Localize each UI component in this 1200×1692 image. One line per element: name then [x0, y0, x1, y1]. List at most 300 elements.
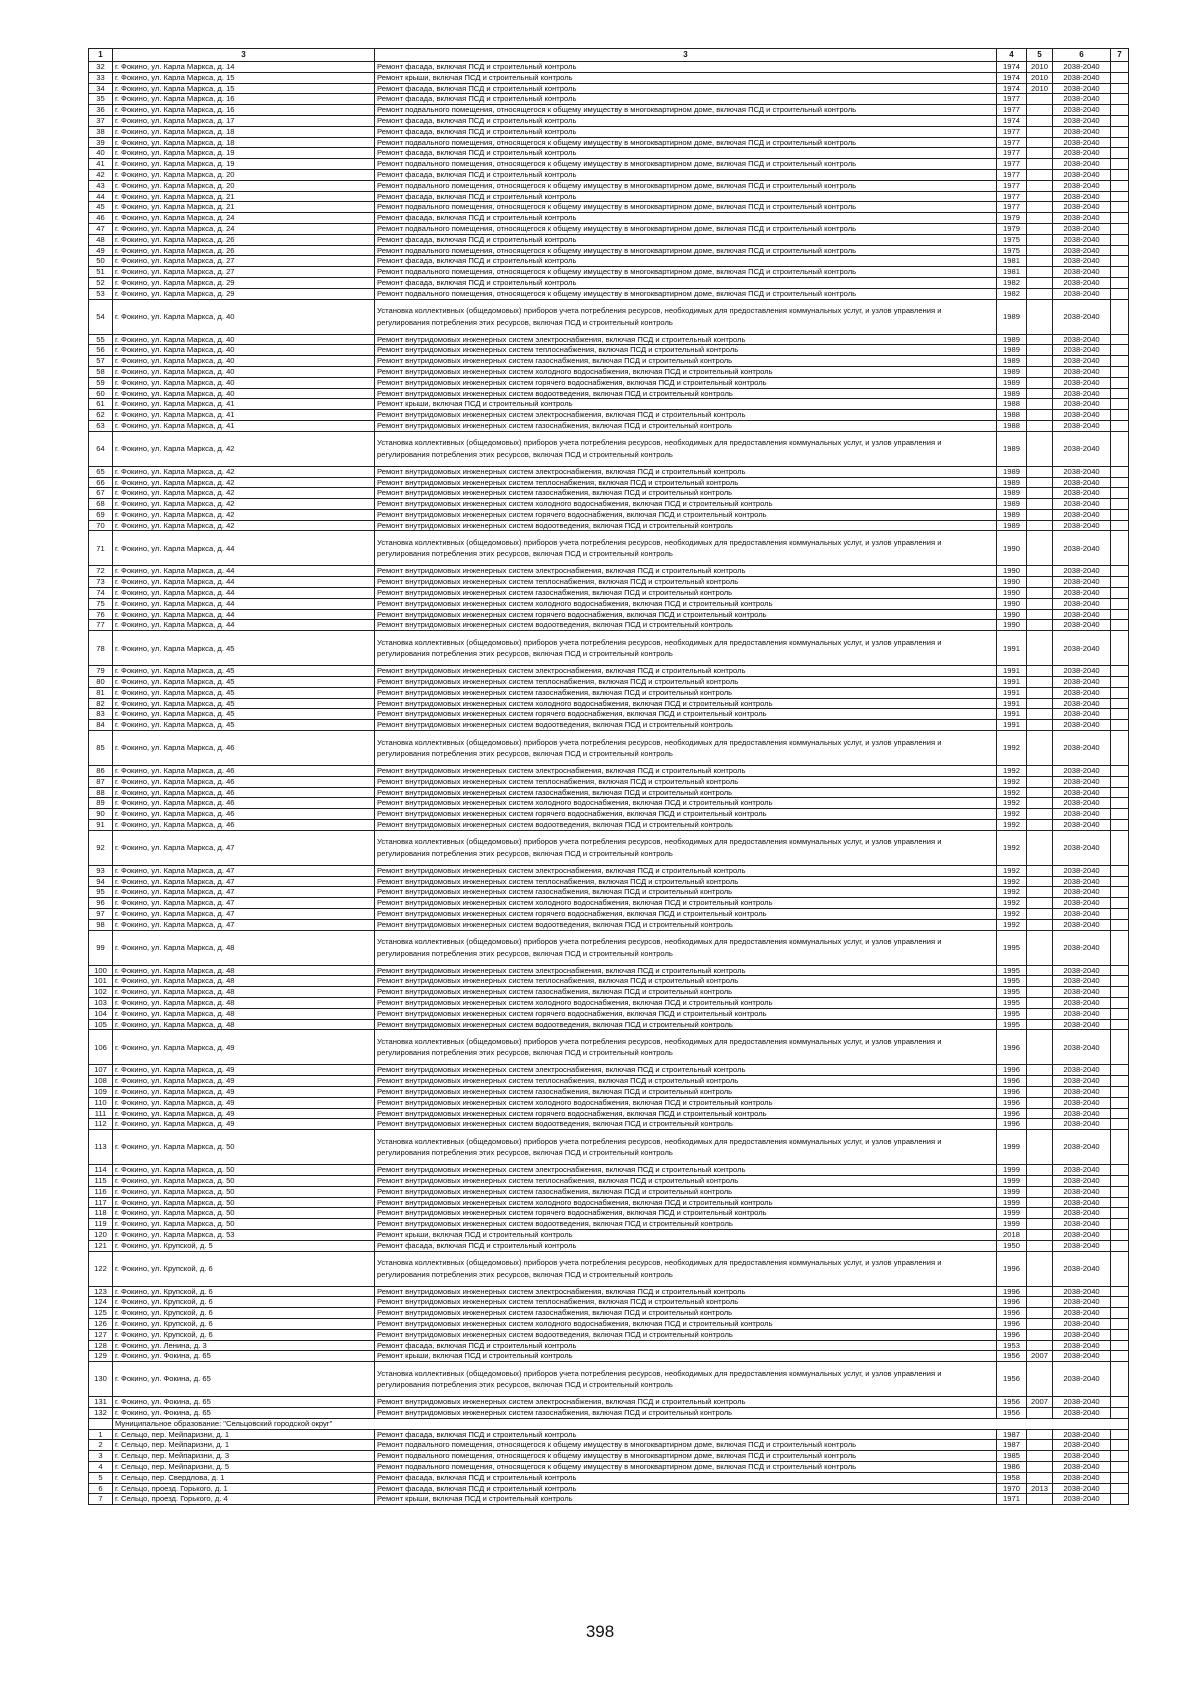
planned-period-cell: 2038-2040 — [1053, 1483, 1111, 1494]
build-year-cell: 1992 — [997, 776, 1027, 787]
table-row — [89, 267, 1129, 278]
note-cell — [1111, 137, 1129, 148]
note-cell — [1111, 1197, 1129, 1208]
note-cell — [1111, 887, 1129, 898]
last-repair-year-cell — [1027, 288, 1053, 299]
note-cell — [1111, 1340, 1129, 1351]
address-cell: г. Фокино, ул. Карла Маркса, д. 40 — [113, 334, 375, 345]
work-type-cell: Ремонт внутридомовых инженерных систем электроснабжения, включая ПСД и строительный контроль — [375, 334, 997, 345]
planned-period-cell: 2038-2040 — [1053, 998, 1111, 1009]
row-number: 103 — [89, 998, 113, 1009]
work-type-cell: Ремонт внутридомовых инженерных систем теплоснабжения, включая ПСД и строительный контроль — [375, 345, 997, 356]
planned-period-cell: 2038-2040 — [1053, 159, 1111, 170]
row-number: 131 — [89, 1397, 113, 1408]
address-cell: г. Сельцо, пер. Мейпаризни, д. 5 — [113, 1461, 375, 1472]
note-cell — [1111, 1030, 1129, 1065]
table-row — [89, 1119, 1129, 1130]
work-type-cell: Ремонт внутридомовых инженерных систем газоснабжения, включая ПСД и строительный контроль — [375, 1308, 997, 1319]
note-cell — [1111, 1318, 1129, 1329]
row-number: 109 — [89, 1086, 113, 1097]
planned-period-cell: 2038-2040 — [1053, 126, 1111, 137]
planned-period-cell: 2038-2040 — [1053, 1440, 1111, 1451]
build-year-cell: 1991 — [997, 687, 1027, 698]
table-row — [89, 1440, 1129, 1451]
address-cell: г. Фокино, ул. Карла Маркса, д. 46 — [113, 809, 375, 820]
row-number: 113 — [89, 1130, 113, 1165]
build-year-cell: 1992 — [997, 887, 1027, 898]
table-row — [89, 798, 1129, 809]
work-type-cell: Ремонт крыши, включая ПСД и строительный контроль — [375, 1229, 997, 1240]
table-row — [89, 1229, 1129, 1240]
last-repair-year-cell — [1027, 1065, 1053, 1076]
address-cell: г. Фокино, ул. Карла Маркса, д. 44 — [113, 588, 375, 599]
last-repair-year-cell — [1027, 887, 1053, 898]
address-cell: г. Фокино, ул. Карла Маркса, д. 46 — [113, 776, 375, 787]
row-number: 66 — [89, 477, 113, 488]
last-repair-year-cell — [1027, 798, 1053, 809]
note-cell — [1111, 1208, 1129, 1219]
work-type-cell: Ремонт внутридомовых инженерных систем горячего водоснабжения, включая ПСД и строительный контроль — [375, 909, 997, 920]
address-cell: г. Фокино, ул. Крупской, д. 6 — [113, 1286, 375, 1297]
last-repair-year-cell — [1027, 1286, 1053, 1297]
build-year-cell: 1985 — [997, 1451, 1027, 1462]
work-type-cell: Ремонт внутридомовых инженерных систем водоотведения, включая ПСД и строительный контроль — [375, 620, 997, 631]
build-year-cell: 1977 — [997, 94, 1027, 105]
note-cell — [1111, 94, 1129, 105]
planned-period-cell: 2038-2040 — [1053, 1229, 1111, 1240]
last-repair-year-cell — [1027, 1019, 1053, 1030]
last-repair-year-cell — [1027, 1229, 1053, 1240]
work-type-cell: Ремонт внутридомовых инженерных систем газоснабжения, включая ПСД и строительный контроль — [375, 787, 997, 798]
planned-period-cell: 2038-2040 — [1053, 1065, 1111, 1076]
build-year-cell: 1991 — [997, 631, 1027, 666]
note-cell — [1111, 798, 1129, 809]
note-cell — [1111, 488, 1129, 499]
work-type-cell: Установка коллективных (общедомовых) приборов учета потребления ресурсов, необходимых для предоставления коммунальных услуг, и узлов управления и регулирования потребления этих ресурсов, включая ПСД и строительный контроль — [375, 830, 997, 865]
last-repair-year-cell — [1027, 531, 1053, 566]
note-cell — [1111, 72, 1129, 83]
table-row — [89, 887, 1129, 898]
address-cell: г. Фокино, ул. Карла Маркса, д. 44 — [113, 577, 375, 588]
note-cell — [1111, 531, 1129, 566]
planned-period-cell: 2038-2040 — [1053, 267, 1111, 278]
row-number: 57 — [89, 356, 113, 367]
build-year-cell: 1981 — [997, 267, 1027, 278]
row-number: 88 — [89, 787, 113, 798]
planned-period-cell: 2038-2040 — [1053, 1240, 1111, 1251]
work-type-cell: Ремонт внутридомовых инженерных систем холодного водоснабжения, включая ПСД и строительный контроль — [375, 366, 997, 377]
address-cell: г. Фокино, ул. Карла Маркса, д. 48 — [113, 1008, 375, 1019]
address-cell: г. Фокино, ул. Карла Маркса, д. 42 — [113, 431, 375, 466]
build-year-cell: 1992 — [997, 876, 1027, 887]
row-number: 41 — [89, 159, 113, 170]
column-header-7: 7 — [1111, 49, 1129, 62]
planned-period-cell: 2038-2040 — [1053, 420, 1111, 431]
last-repair-year-cell — [1027, 731, 1053, 766]
note-cell — [1111, 1119, 1129, 1130]
table-row — [89, 1175, 1129, 1186]
address-cell: г. Фокино, ул. Карла Маркса, д. 20 — [113, 169, 375, 180]
planned-period-cell: 2038-2040 — [1053, 776, 1111, 787]
last-repair-year-cell — [1027, 820, 1053, 831]
table-row — [89, 488, 1129, 499]
column-header-2: 3 — [113, 49, 375, 62]
table-header-row — [89, 49, 1129, 62]
note-cell — [1111, 288, 1129, 299]
work-type-cell: Ремонт подвального помещения, относящегося к общему имуществу в многоквартирном доме, включая ПСД и строительный контроль — [375, 267, 997, 278]
planned-period-cell: 2038-2040 — [1053, 631, 1111, 666]
work-type-cell: Ремонт фасада, включая ПСД и строительный контроль — [375, 115, 997, 126]
row-number: 48 — [89, 234, 113, 245]
planned-period-cell: 2038-2040 — [1053, 1397, 1111, 1408]
planned-period-cell: 2038-2040 — [1053, 798, 1111, 809]
note-cell — [1111, 830, 1129, 865]
build-year-cell: 1996 — [997, 1318, 1027, 1329]
note-cell — [1111, 1186, 1129, 1197]
row-number: 116 — [89, 1186, 113, 1197]
work-type-cell: Ремонт подвального помещения, относящегося к общему имуществу в многоквартирном доме, включая ПСД и строительный контроль — [375, 159, 997, 170]
row-number: 126 — [89, 1318, 113, 1329]
last-repair-year-cell — [1027, 919, 1053, 930]
column-header-6: 6 — [1053, 49, 1111, 62]
build-year-cell: 1958 — [997, 1472, 1027, 1483]
work-type-cell: Ремонт внутридомовых инженерных систем газоснабжения, включая ПСД и строительный контроль — [375, 887, 997, 898]
note-cell — [1111, 809, 1129, 820]
row-number: 51 — [89, 267, 113, 278]
row-number: 106 — [89, 1030, 113, 1065]
last-repair-year-cell — [1027, 366, 1053, 377]
last-repair-year-cell — [1027, 277, 1053, 288]
note-cell — [1111, 1362, 1129, 1397]
note-cell — [1111, 1351, 1129, 1362]
row-number: 73 — [89, 577, 113, 588]
note-cell — [1111, 180, 1129, 191]
work-type-cell: Ремонт подвального помещения, относящегося к общему имуществу в многоквартирном доме, включая ПСД и строительный контроль — [375, 202, 997, 213]
planned-period-cell: 2038-2040 — [1053, 1197, 1111, 1208]
address-cell: г. Сельцо, пер. Свердлова, д. 1 — [113, 1472, 375, 1483]
work-type-cell: Ремонт внутридомовых инженерных систем водоотведения, включая ПСД и строительный контроль — [375, 919, 997, 930]
address-cell: г. Фокино, ул. Карла Маркса, д. 40 — [113, 345, 375, 356]
note-cell — [1111, 466, 1129, 477]
note-cell — [1111, 234, 1129, 245]
table-row — [89, 180, 1129, 191]
table-row — [89, 1219, 1129, 1230]
last-repair-year-cell — [1027, 1097, 1053, 1108]
address-cell: г. Фокино, ул. Карла Маркса, д. 42 — [113, 520, 375, 531]
note-cell — [1111, 687, 1129, 698]
work-type-cell: Установка коллективных (общедомовых) приборов учета потребления ресурсов, необходимых для предоставления коммунальных услуг, и узлов управления и регулирования потребления этих ресурсов, включая ПСД и строительный контроль — [375, 1130, 997, 1165]
build-year-cell: 1988 — [997, 410, 1027, 421]
last-repair-year-cell — [1027, 609, 1053, 620]
note-cell — [1111, 787, 1129, 798]
build-year-cell: 1981 — [997, 256, 1027, 267]
row-number: 5 — [89, 1472, 113, 1483]
work-type-cell: Ремонт внутридомовых инженерных систем теплоснабжения, включая ПСД и строительный контроль — [375, 477, 997, 488]
build-year-cell: 1975 — [997, 234, 1027, 245]
address-cell: г. Фокино, ул. Карла Маркса, д. 48 — [113, 987, 375, 998]
build-year-cell: 1977 — [997, 105, 1027, 116]
table-row — [89, 1065, 1129, 1076]
planned-period-cell: 2038-2040 — [1053, 72, 1111, 83]
table-row — [89, 1318, 1129, 1329]
last-repair-year-cell — [1027, 94, 1053, 105]
row-number: 42 — [89, 169, 113, 180]
build-year-cell: 1996 — [997, 1329, 1027, 1340]
last-repair-year-cell — [1027, 137, 1053, 148]
note-cell — [1111, 965, 1129, 976]
address-cell: г. Фокино, ул. Карла Маркса, д. 49 — [113, 1119, 375, 1130]
build-year-cell: 1988 — [997, 420, 1027, 431]
table-row — [89, 1329, 1129, 1340]
address-cell: г. Фокино, ул. Карла Маркса, д. 47 — [113, 887, 375, 898]
note-cell — [1111, 1483, 1129, 1494]
work-type-cell: Ремонт внутридомовых инженерных систем электроснабжения, включая ПСД и строительный контроль — [375, 766, 997, 777]
note-cell — [1111, 1219, 1129, 1230]
row-number: 123 — [89, 1286, 113, 1297]
work-type-cell: Установка коллективных (общедомовых) приборов учета потребления ресурсов, необходимых для предоставления коммунальных услуг, и узлов управления и регулирования потребления этих ресурсов, включая ПСД и строительный контроль — [375, 299, 997, 334]
row-number: 110 — [89, 1097, 113, 1108]
note-cell — [1111, 1076, 1129, 1087]
planned-period-cell: 2038-2040 — [1053, 766, 1111, 777]
row-number: 52 — [89, 277, 113, 288]
planned-period-cell: 2038-2040 — [1053, 820, 1111, 831]
address-cell: г. Фокино, ул. Карла Маркса, д. 15 — [113, 83, 375, 94]
work-type-cell: Ремонт внутридомовых инженерных систем электроснабжения, включая ПСД и строительный контроль — [375, 1397, 997, 1408]
build-year-cell: 1950 — [997, 1240, 1027, 1251]
build-year-cell: 1992 — [997, 766, 1027, 777]
work-type-cell: Ремонт внутридомовых инженерных систем горячего водоснабжения, включая ПСД и строительный контроль — [375, 377, 997, 388]
address-cell: г. Фокино, ул. Карла Маркса, д. 48 — [113, 965, 375, 976]
work-type-cell: Ремонт фасада, включая ПСД и строительный контроль — [375, 126, 997, 137]
planned-period-cell: 2038-2040 — [1053, 1251, 1111, 1286]
address-cell: г. Фокино, ул. Крупской, д. 6 — [113, 1251, 375, 1286]
row-number: 81 — [89, 687, 113, 698]
address-cell: г. Фокино, ул. Карла Маркса, д. 40 — [113, 356, 375, 367]
row-number: 70 — [89, 520, 113, 531]
work-type-cell: Ремонт внутридомовых инженерных систем теплоснабжения, включая ПСД и строительный контроль — [375, 677, 997, 688]
address-cell: г. Фокино, ул. Фокина, д. 65 — [113, 1351, 375, 1362]
row-number: 43 — [89, 180, 113, 191]
planned-period-cell: 2038-2040 — [1053, 1494, 1111, 1505]
last-repair-year-cell — [1027, 1175, 1053, 1186]
build-year-cell: 1982 — [997, 277, 1027, 288]
build-year-cell: 1990 — [997, 598, 1027, 609]
work-type-cell: Ремонт внутридомовых инженерных систем горячего водоснабжения, включая ПСД и строительный контроль — [375, 609, 997, 620]
note-cell — [1111, 1451, 1129, 1462]
row-number: 132 — [89, 1407, 113, 1418]
planned-period-cell: 2038-2040 — [1053, 115, 1111, 126]
build-year-cell: 1996 — [997, 1286, 1027, 1297]
build-year-cell: 1990 — [997, 620, 1027, 631]
row-number: 2 — [89, 1440, 113, 1451]
row-number: 115 — [89, 1175, 113, 1186]
row-number: 47 — [89, 223, 113, 234]
note-cell — [1111, 820, 1129, 831]
planned-period-cell: 2038-2040 — [1053, 1219, 1111, 1230]
note-cell — [1111, 202, 1129, 213]
planned-period-cell: 2038-2040 — [1053, 1030, 1111, 1065]
work-type-cell: Ремонт внутридомовых инженерных систем водоотведения, включая ПСД и строительный контроль — [375, 1119, 997, 1130]
row-number: 87 — [89, 776, 113, 787]
last-repair-year-cell — [1027, 865, 1053, 876]
address-cell: г. Фокино, ул. Карла Маркса, д. 47 — [113, 876, 375, 887]
row-number: 86 — [89, 766, 113, 777]
last-repair-year-cell — [1027, 1165, 1053, 1176]
note-cell — [1111, 256, 1129, 267]
table-row — [89, 72, 1129, 83]
row-number: 93 — [89, 865, 113, 876]
address-cell: г. Сельцо, пер. Мейпаризни, д. 1 — [113, 1440, 375, 1451]
last-repair-year-cell — [1027, 223, 1053, 234]
last-repair-year-cell — [1027, 115, 1053, 126]
table-row — [89, 148, 1129, 159]
work-type-cell: Ремонт внутридомовых инженерных систем теплоснабжения, включая ПСД и строительный контроль — [375, 577, 997, 588]
table-row — [89, 288, 1129, 299]
note-cell — [1111, 499, 1129, 510]
work-type-cell: Ремонт подвального помещения, относящегося к общему имуществу в многоквартирном доме, включая ПСД и строительный контроль — [375, 288, 997, 299]
build-year-cell: 1995 — [997, 976, 1027, 987]
last-repair-year-cell — [1027, 1219, 1053, 1230]
work-type-cell: Установка коллективных (общедомовых) приборов учета потребления ресурсов, необходимых для предоставления коммунальных услуг, и узлов управления и регулирования потребления этих ресурсов, включая ПСД и строительный контроль — [375, 1030, 997, 1065]
last-repair-year-cell — [1027, 1197, 1053, 1208]
table-row — [89, 1407, 1129, 1418]
address-cell: г. Фокино, ул. Карла Маркса, д. 44 — [113, 598, 375, 609]
work-type-cell: Ремонт внутридомовых инженерных систем теплоснабжения, включая ПСД и строительный контроль — [375, 1076, 997, 1087]
work-type-cell: Ремонт внутридомовых инженерных систем газоснабжения, включая ПСД и строительный контроль — [375, 588, 997, 599]
build-year-cell: 1989 — [997, 520, 1027, 531]
build-year-cell: 1992 — [997, 787, 1027, 798]
planned-period-cell: 2038-2040 — [1053, 1175, 1111, 1186]
work-type-cell: Ремонт крыши, включая ПСД и строительный контроль — [375, 1494, 997, 1505]
table-row — [89, 720, 1129, 731]
address-cell: г. Фокино, ул. Карла Маркса, д. 17 — [113, 115, 375, 126]
address-cell: г. Фокино, ул. Карла Маркса, д. 50 — [113, 1197, 375, 1208]
table-row — [89, 1483, 1129, 1494]
build-year-cell: 1987 — [997, 1429, 1027, 1440]
note-cell — [1111, 677, 1129, 688]
build-year-cell: 1989 — [997, 488, 1027, 499]
note-cell — [1111, 987, 1129, 998]
last-repair-year-cell — [1027, 509, 1053, 520]
last-repair-year-cell — [1027, 1429, 1053, 1440]
work-type-cell: Ремонт внутридомовых инженерных систем водоотведения, включая ПСД и строительный контроль — [375, 1219, 997, 1230]
row-number: 77 — [89, 620, 113, 631]
work-type-cell: Ремонт фасада, включая ПСД и строительный контроль — [375, 191, 997, 202]
last-repair-year-cell — [1027, 1461, 1053, 1472]
last-repair-year-cell — [1027, 126, 1053, 137]
planned-period-cell: 2038-2040 — [1053, 1340, 1111, 1351]
address-cell: г. Фокино, ул. Карла Маркса, д. 45 — [113, 687, 375, 698]
table-row — [89, 531, 1129, 566]
planned-period-cell: 2038-2040 — [1053, 865, 1111, 876]
address-cell: г. Фокино, ул. Карла Маркса, д. 18 — [113, 126, 375, 137]
build-year-cell: 1982 — [997, 288, 1027, 299]
row-number: 61 — [89, 399, 113, 410]
table-row — [89, 1286, 1129, 1297]
row-number: 112 — [89, 1119, 113, 1130]
work-type-cell: Ремонт внутридомовых инженерных систем электроснабжения, включая ПСД и строительный контроль — [375, 566, 997, 577]
address-cell: г. Фокино, ул. Фокина, д. 65 — [113, 1397, 375, 1408]
build-year-cell: 1977 — [997, 180, 1027, 191]
note-cell — [1111, 919, 1129, 930]
table-row — [89, 787, 1129, 798]
table-row — [89, 809, 1129, 820]
work-type-cell: Ремонт внутридомовых инженерных систем газоснабжения, включая ПСД и строительный контроль — [375, 420, 997, 431]
table-row — [89, 256, 1129, 267]
work-type-cell: Ремонт внутридомовых инженерных систем водоотведения, включая ПСД и строительный контроль — [375, 520, 997, 531]
build-year-cell: 1996 — [997, 1030, 1027, 1065]
table-row — [89, 566, 1129, 577]
planned-period-cell: 2038-2040 — [1053, 666, 1111, 677]
note-cell — [1111, 388, 1129, 399]
table-row — [89, 377, 1129, 388]
table-row — [89, 115, 1129, 126]
table-row — [89, 1208, 1129, 1219]
address-cell: г. Фокино, ул. Карла Маркса, д. 19 — [113, 148, 375, 159]
work-type-cell: Ремонт фасада, включая ПСД и строительный контроль — [375, 62, 997, 73]
row-number: 111 — [89, 1108, 113, 1119]
build-year-cell: 1992 — [997, 820, 1027, 831]
planned-period-cell: 2038-2040 — [1053, 1461, 1111, 1472]
note-cell — [1111, 1297, 1129, 1308]
build-year-cell: 1999 — [997, 1219, 1027, 1230]
planned-period-cell: 2038-2040 — [1053, 410, 1111, 421]
note-cell — [1111, 420, 1129, 431]
work-type-cell: Ремонт внутридомовых инженерных систем электроснабжения, включая ПСД и строительный контроль — [375, 1286, 997, 1297]
work-type-cell: Установка коллективных (общедомовых) приборов учета потребления ресурсов, необходимых для предоставления коммунальных услуг, и узлов управления и регулирования потребления этих ресурсов, включая ПСД и строительный контроль — [375, 1362, 997, 1397]
planned-period-cell: 2038-2040 — [1053, 898, 1111, 909]
table-row — [89, 62, 1129, 73]
table-row — [89, 399, 1129, 410]
row-number: 4 — [89, 1461, 113, 1472]
build-year-cell: 1991 — [997, 677, 1027, 688]
address-cell: г. Сельцо, пер. Мейпаризни, д. 1 — [113, 1429, 375, 1440]
row-number: 50 — [89, 256, 113, 267]
address-cell: г. Фокино, ул. Карла Маркса, д. 41 — [113, 410, 375, 421]
planned-period-cell: 2038-2040 — [1053, 277, 1111, 288]
work-type-cell: Установка коллективных (общедомовых) приборов учета потребления ресурсов, необходимых для предоставления коммунальных услуг, и узлов управления и регулирования потребления этих ресурсов, включая ПСД и строительный контроль — [375, 431, 997, 466]
address-cell: г. Фокино, ул. Карла Маркса, д. 16 — [113, 105, 375, 116]
last-repair-year-cell — [1027, 876, 1053, 887]
build-year-cell: 1986 — [997, 1461, 1027, 1472]
note-cell — [1111, 698, 1129, 709]
address-cell: г. Фокино, ул. Карла Маркса, д. 50 — [113, 1208, 375, 1219]
column-header-1: 1 — [89, 49, 113, 62]
last-repair-year-cell — [1027, 987, 1053, 998]
build-year-cell: 1989 — [997, 466, 1027, 477]
table-row — [89, 1019, 1129, 1030]
build-year-cell: 1990 — [997, 531, 1027, 566]
note-cell — [1111, 1130, 1129, 1165]
work-type-cell: Ремонт крыши, включая ПСД и строительный контроль — [375, 1351, 997, 1362]
row-number: 45 — [89, 202, 113, 213]
planned-period-cell: 2038-2040 — [1053, 180, 1111, 191]
row-number: 7 — [89, 1494, 113, 1505]
planned-period-cell: 2038-2040 — [1053, 698, 1111, 709]
planned-period-cell: 2038-2040 — [1053, 577, 1111, 588]
work-type-cell: Ремонт внутридомовых инженерных систем теплоснабжения, включая ПСД и строительный контроль — [375, 876, 997, 887]
address-cell: г. Фокино, ул. Карла Маркса, д. 42 — [113, 466, 375, 477]
planned-period-cell: 2038-2040 — [1053, 919, 1111, 930]
note-cell — [1111, 126, 1129, 137]
address-cell: г. Фокино, ул. Карла Маркса, д. 46 — [113, 798, 375, 809]
table-row — [89, 509, 1129, 520]
table-row — [89, 577, 1129, 588]
work-type-cell: Ремонт внутридомовых инженерных систем водоотведения, включая ПСД и строительный контроль — [375, 820, 997, 831]
build-year-cell: 1977 — [997, 159, 1027, 170]
last-repair-year-cell — [1027, 1086, 1053, 1097]
planned-period-cell: 2038-2040 — [1053, 887, 1111, 898]
